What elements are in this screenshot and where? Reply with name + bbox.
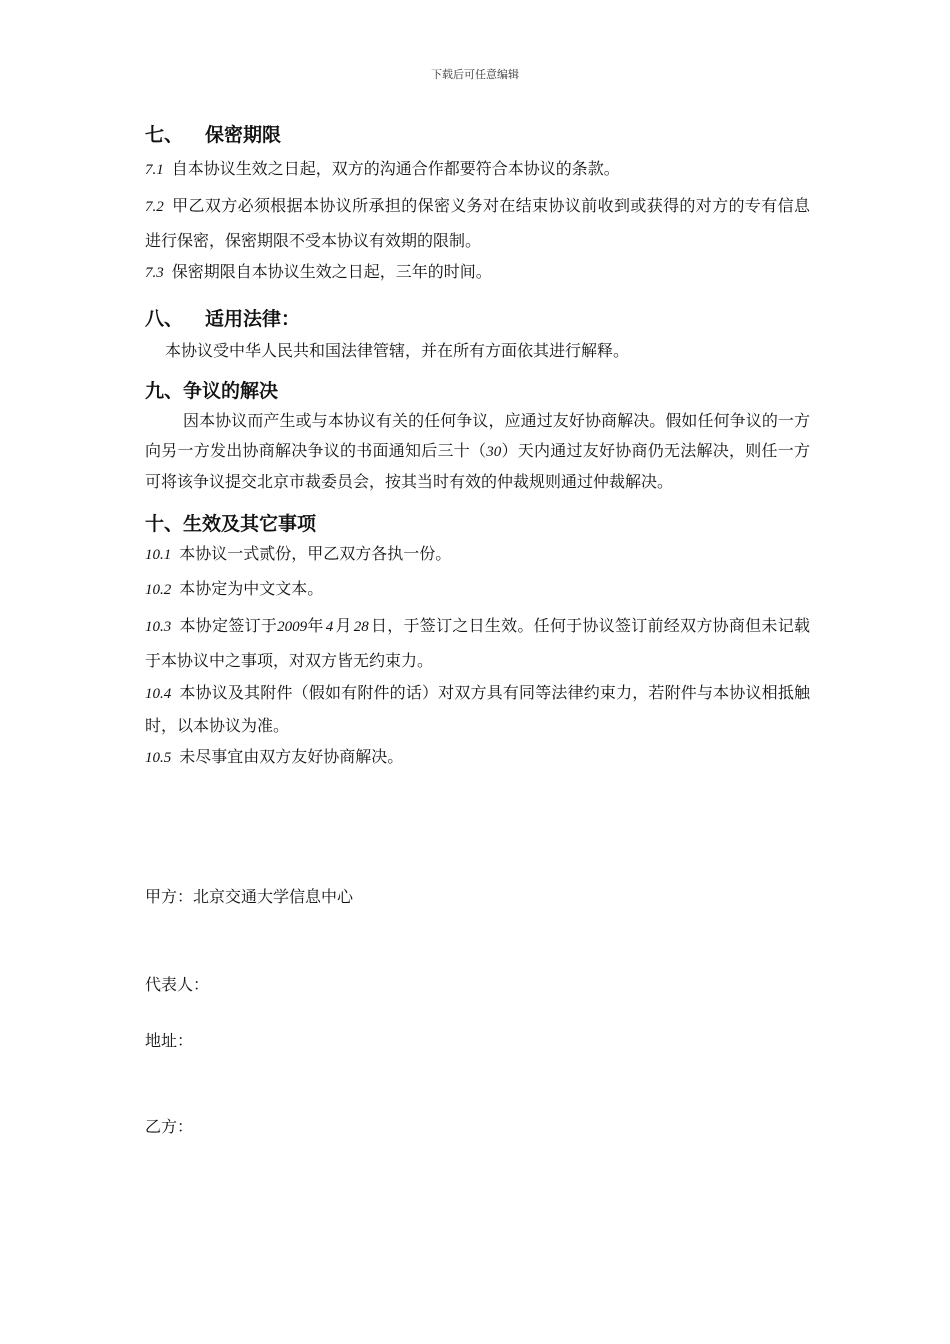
clause-text: 本协议一式贰份，甲乙双方各执一份。 <box>179 544 452 563</box>
clause-text-c: 月 <box>335 616 352 635</box>
clause-7-3 <box>145 257 810 288</box>
clause-number: 10.2 <box>145 582 172 598</box>
clause-10-5 <box>145 742 810 773</box>
section-8-number: 八、 <box>145 308 184 330</box>
date-year: 2009 <box>277 619 308 635</box>
date-day: 28 <box>353 619 369 635</box>
clause-text: 甲乙双方必须根据本协议所承担的保密义务对在结束协议前收到或获得的对方的专有信息进行保密，保密期限不受本协议有效期的限制。 <box>145 196 810 250</box>
section-7-title: 保密期限 <box>205 124 282 146</box>
section-9-days-number: 30 <box>486 444 502 460</box>
clause-text-b: 年 <box>307 616 324 635</box>
clause-7-1 <box>145 154 810 185</box>
representative-line: 代表人： <box>145 975 210 994</box>
clause-number: 7.3 <box>145 265 164 281</box>
section-8-heading <box>145 306 810 332</box>
document-body <box>145 122 810 773</box>
section-7-number: 七、 <box>145 124 184 146</box>
clause-number: 10.3 <box>145 619 172 635</box>
section-8-title: 适用法律： <box>205 308 301 330</box>
section-10-heading: 十、生效及其它事项 <box>145 513 317 535</box>
clause-10-1 <box>145 539 810 570</box>
party-a-line: 甲方：北京交通大学信息中心 <box>145 887 354 906</box>
clause-10-4 <box>145 677 810 742</box>
clause-text: 未尽事宜由双方友好协商解决。 <box>179 747 404 766</box>
section-9-body <box>145 406 810 497</box>
section-9-text-a: 因本协议而产生或与本协议有关的任何争议，应通过友好协商解决。假如任何争议的一方向另一方发出协商解决争议的书面通知后三十（ <box>145 411 810 460</box>
address-line: 地址： <box>145 1031 194 1050</box>
section-7-heading <box>145 122 810 148</box>
clause-10-2 <box>145 574 810 605</box>
section-9-text-b: ）天内通过友好协商仍无法解决，则任一方可将该争议提交北京市裁委员会，按其当时有效的仲裁规则通过仲裁解决。 <box>145 441 810 491</box>
clause-number: 10.4 <box>145 686 172 702</box>
clause-number: 7.2 <box>145 199 164 215</box>
clause-text: 自本协议生效之日起，双方的沟通合作都要符合本协议的条款。 <box>171 159 620 178</box>
party-b-line: 乙方： <box>145 1117 194 1136</box>
clause-text: 保密期限自本协议生效之日起，三年的时间。 <box>171 262 492 281</box>
section-8-body: 本协议受中华人民共和国法律管辖，并在所有方面依其进行解释。 <box>165 341 630 360</box>
clause-number: 7.1 <box>145 162 164 178</box>
clause-text-a: 本协定签订于 <box>179 616 278 635</box>
clause-7-2 <box>145 189 810 257</box>
page-header: 下载后可任意编辑 <box>431 68 519 81</box>
clause-10-3 <box>145 609 810 677</box>
section-9-heading: 九、争议的解决 <box>145 380 279 402</box>
date-month: 4 <box>325 619 334 635</box>
clause-number: 10.1 <box>145 547 172 563</box>
clause-number: 10.5 <box>145 750 172 766</box>
clause-text: 本协定为中文文本。 <box>179 579 324 598</box>
clause-text-d: 日，于签订之日生效。任何于协议签订前经双方协商但未记载于本协议中之事项，对双方皆无约束力。 <box>145 616 810 670</box>
clause-text: 本协议及其附件（假如有附件的话）对双方具有同等法律约束力，若附件与本协议相抵触时，以本协议为准。 <box>145 683 810 735</box>
